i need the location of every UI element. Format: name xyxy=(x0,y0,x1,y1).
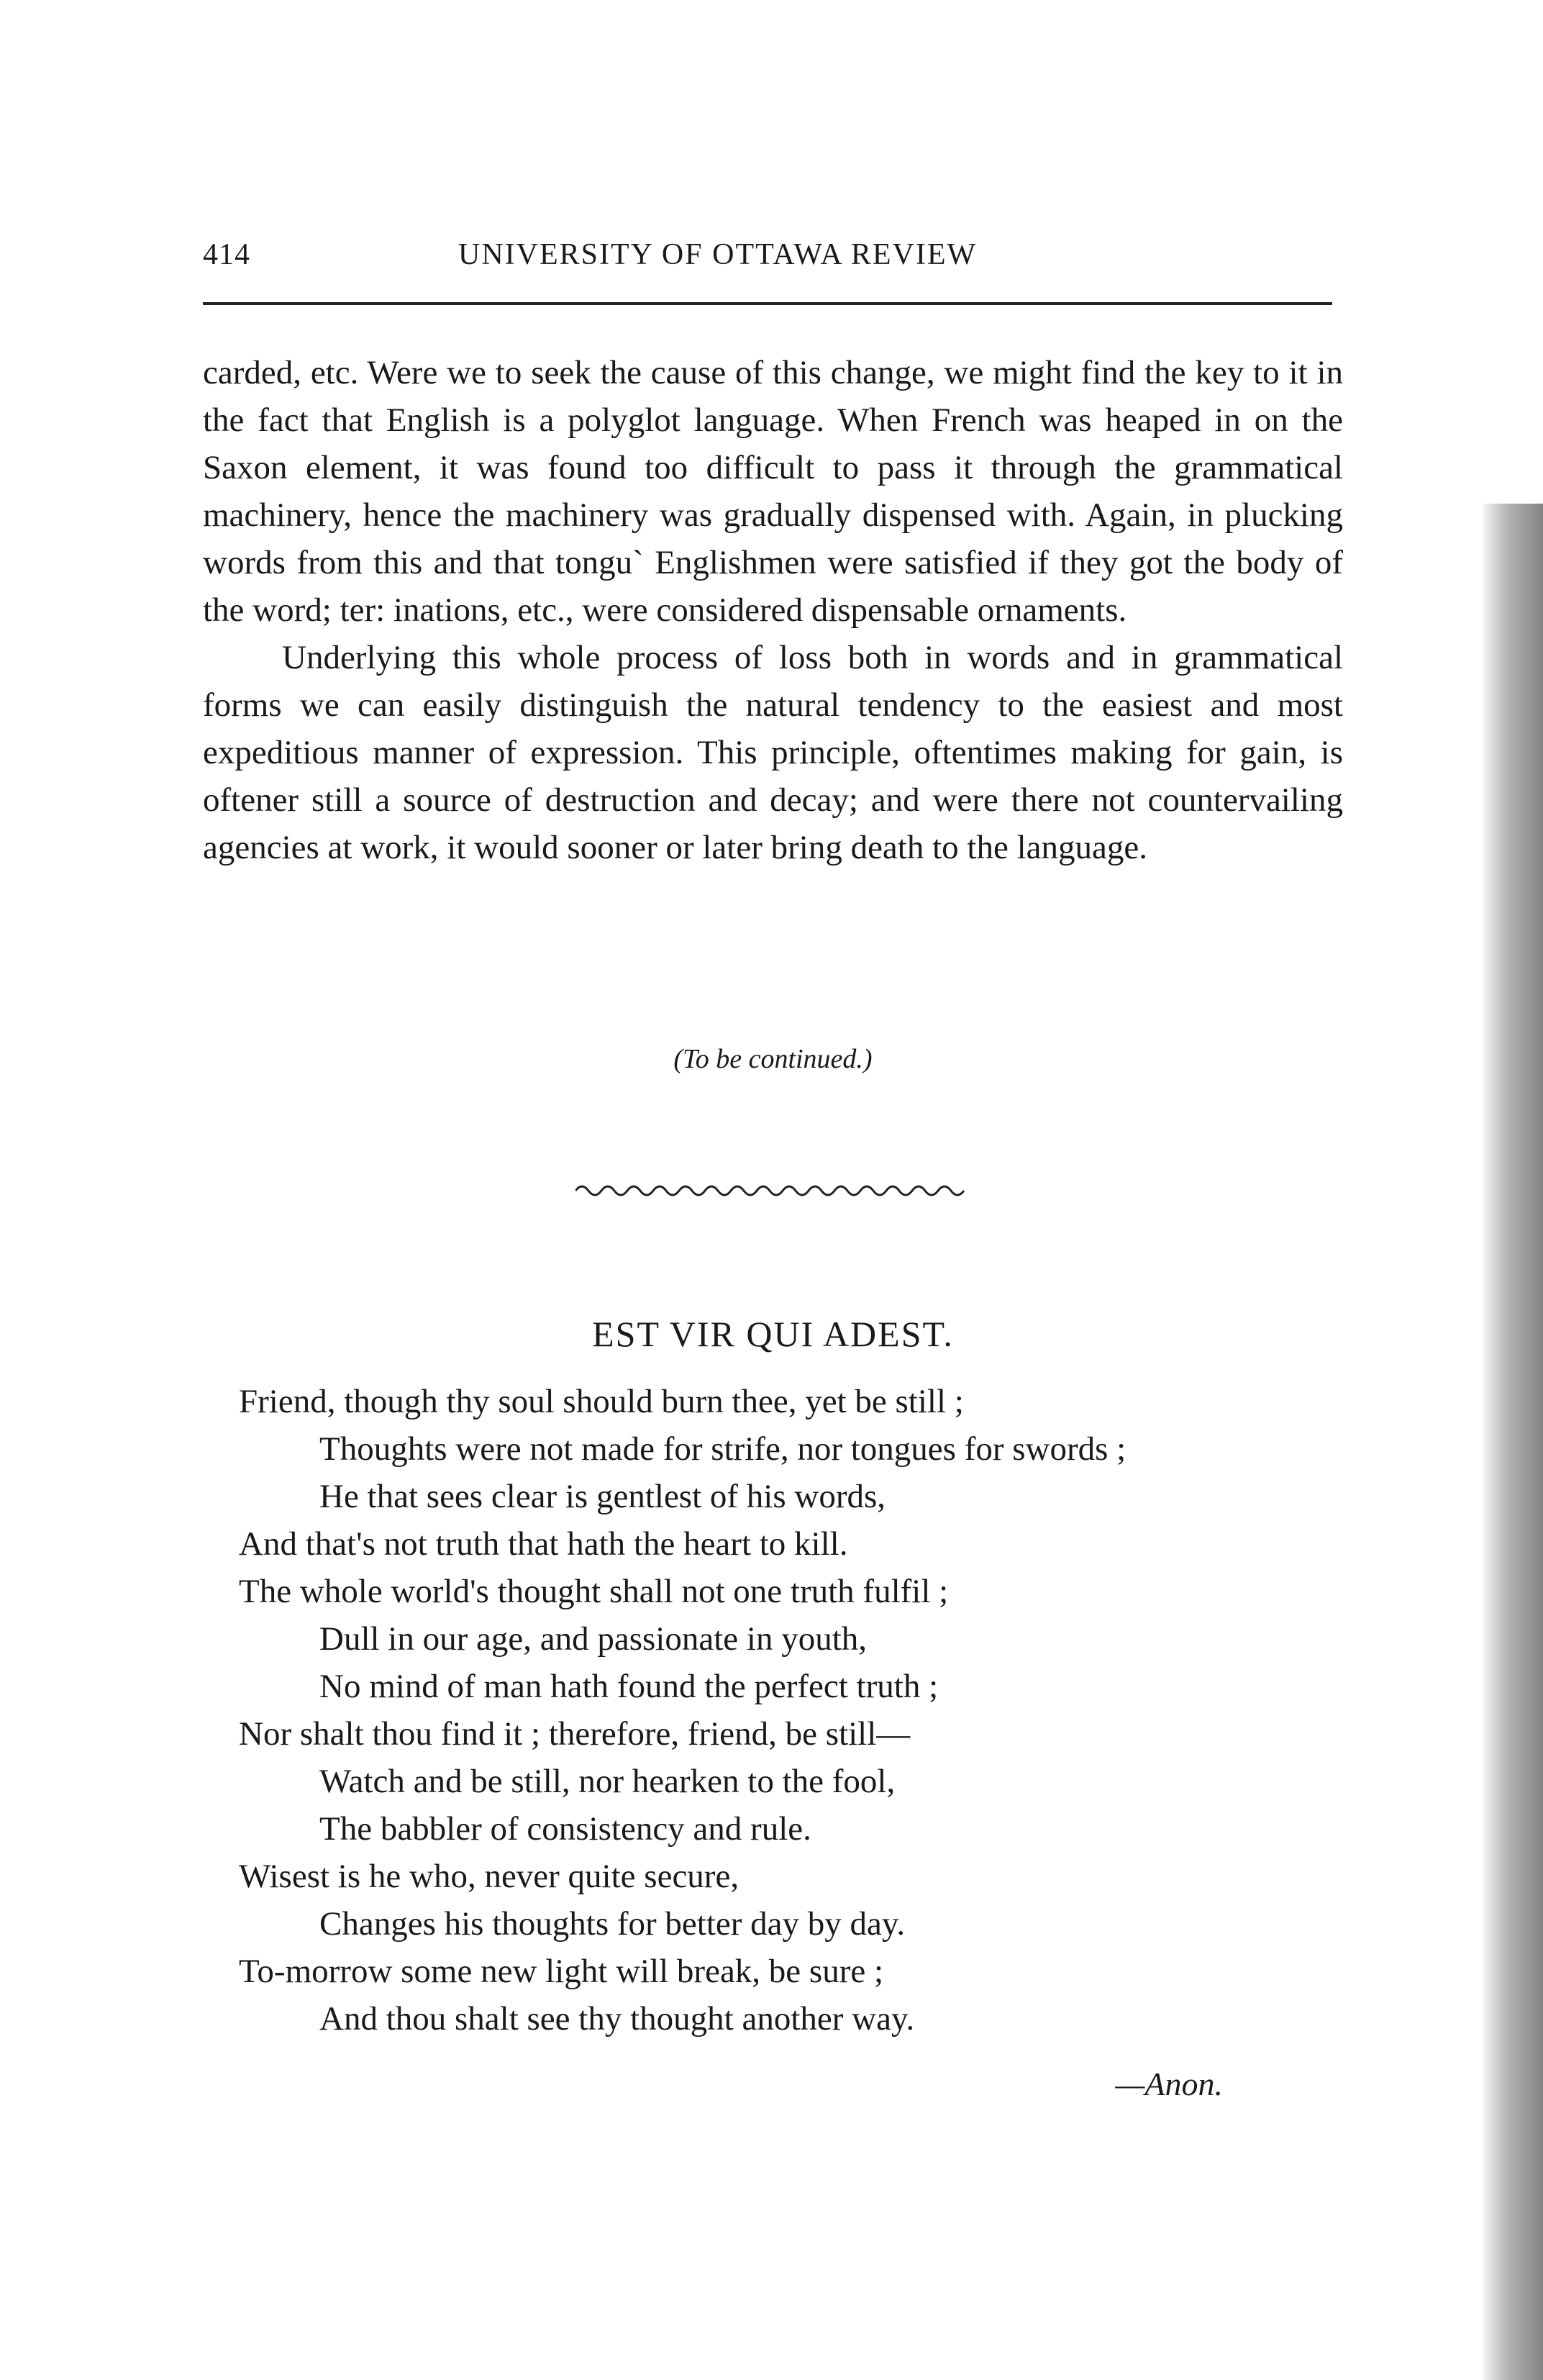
poem-line: No mind of man hath found the perfect truth ; xyxy=(319,1668,939,1705)
poem-line: Wisest is he who, never quite secure, xyxy=(239,1858,739,1895)
poem-line: Changes his thoughts for better day by day. xyxy=(319,1905,906,1943)
scan-edge-shadow xyxy=(1483,504,1543,2380)
poem-line: Thoughts were not made for strife, nor tongues for swords ; xyxy=(319,1430,1126,1468)
poem-line: He that sees clear is gentlest of his words, xyxy=(319,1478,886,1515)
poem-attribution: —Anon. xyxy=(1115,2066,1223,2102)
journal-title: UNIVERSITY OF OTTAWA REVIEW xyxy=(458,238,978,271)
article-body xyxy=(203,349,1343,871)
header-rule xyxy=(203,302,1332,305)
poem-line: Nor shalt thou find it ; therefore, friend, be still— xyxy=(239,1715,911,1753)
running-head xyxy=(203,237,1332,281)
poem-line: And that's not truth that hath the heart to kill. xyxy=(239,1525,848,1563)
poem-line: Dull in our age, and passionate in youth, xyxy=(319,1620,867,1658)
poem-title: EST VIR QUI ADEST. xyxy=(592,1314,954,1354)
paragraph: Underlying this whole process of loss both in words and in grammatical forms we can easily distinguish the natural tendency to the easiest and most expeditious manner of expression. This principle, oftentimes making for gain, is oftener still a source of destruction and decay; and were there not countervailing agencies at work, it would sooner or later bring death to the language. xyxy=(203,639,1343,866)
poem-line: And thou shalt see thy thought another way. xyxy=(319,2000,915,2038)
poem-line: Friend, though thy soul should burn thee, yet be still ; xyxy=(239,1383,964,1420)
page-number: 414 xyxy=(203,238,250,271)
poem-line: The babbler of consistency and rule. xyxy=(319,1810,811,1848)
poem-body xyxy=(239,1378,1361,2043)
poem-line: Watch and be still, nor hearken to the fool, xyxy=(319,1763,896,1800)
poem-line: The whole world's thought shall not one truth fulfil ; xyxy=(239,1573,949,1610)
to-be-continued-note: (To be continued.) xyxy=(673,1044,873,1074)
wavy-divider-ornament xyxy=(575,1180,971,1202)
poem-line: To-morrow some new light will break, be sure ; xyxy=(239,1953,884,1990)
paragraph: carded, etc. Were we to seek the cause of this change, we might find the key to it in the fact that English is a polyglot language. When French was heaped in on the Saxon element, it was found too difficult to pass it through the grammatical machinery, hence the machinery was gradually dispensed with. Again, in plucking words from this and that tongu` Englishmen were satisfied if they got the body of the word; ter: inations, etc., were considered dispensable ornaments. xyxy=(203,354,1343,629)
